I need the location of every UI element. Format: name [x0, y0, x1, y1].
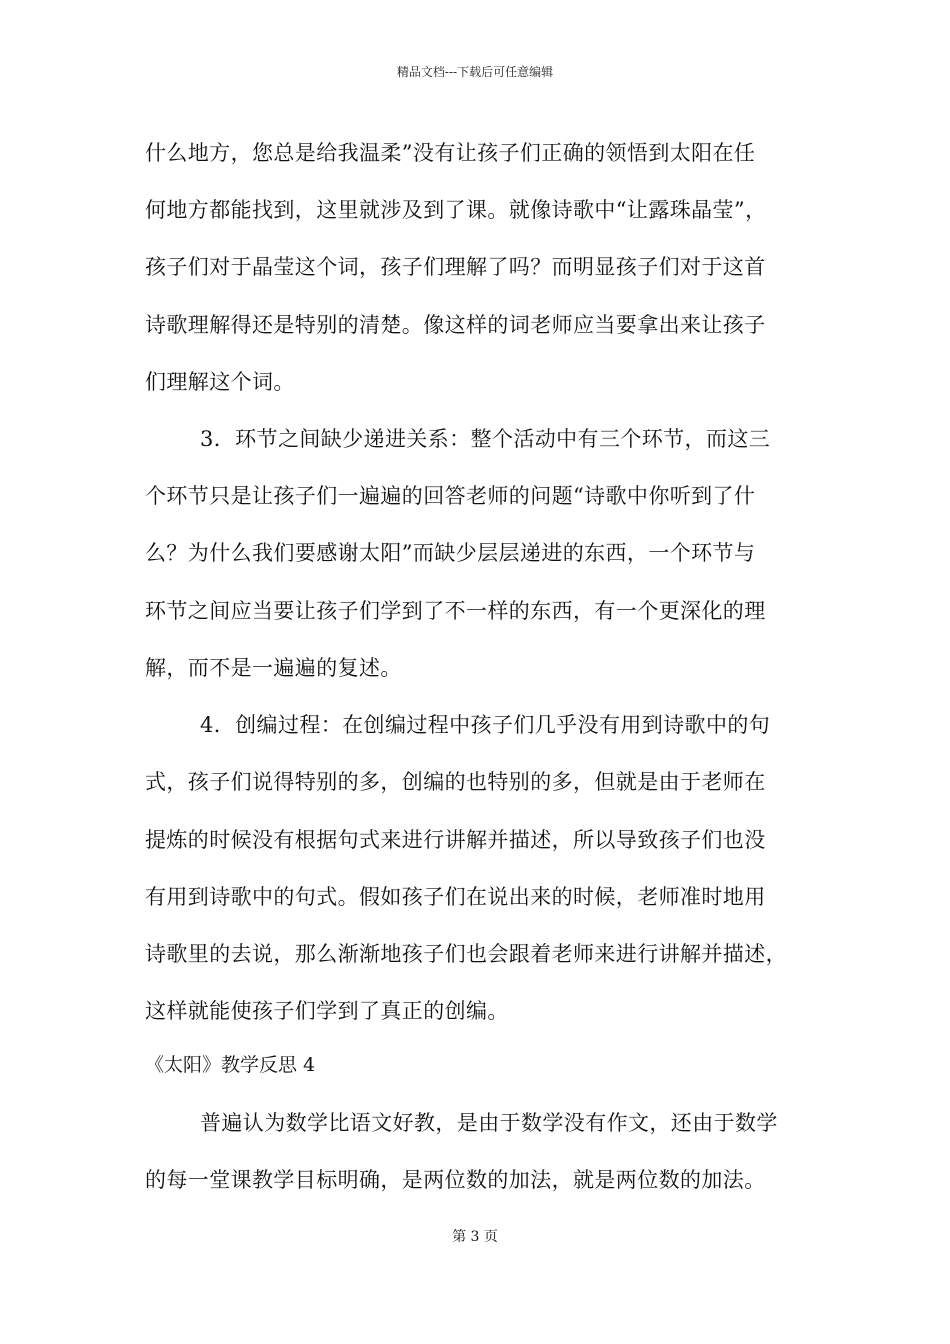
body-line: 解，而不是一遍遍的复述。 — [145, 656, 402, 680]
body-line: 何地方都能找到，这里就涉及到了课。就像诗歌中“让露珠晶莹”， — [145, 198, 767, 222]
body-line: 式，孩子们说得特别的多，创编的也特别的多，但就是由于老师在 — [145, 770, 766, 794]
page-header: 精品文档---下载后可任意编辑 — [396, 65, 554, 79]
body-line: 这样就能使孩子们学到了真正的创编。 — [145, 999, 509, 1023]
body-line: 4．创编过程：在创编过程中孩子们几乎没有用到诗歌中的句 — [200, 713, 771, 737]
body-line: 诗歌理解得还是特别的清楚。像这样的词老师应当要拿出来让孩子 — [145, 313, 766, 337]
body-line: 么？为什么我们要感谢太阳”而缺少层层递进的东西，一个环节与 — [145, 541, 756, 565]
body-line: 什么地方，您总是给我温柔”没有让孩子们正确的领悟到太阳在任 — [145, 141, 756, 165]
page-number: 第 3 页 — [452, 1229, 498, 1245]
body-line: 提炼的时候没有根据句式来进行讲解并描述，所以导致孩子们也没 — [145, 828, 766, 852]
body-line: 诗歌里的去说，那么渐渐地孩子们也会跟着老师来进行讲解并描述， — [145, 942, 787, 966]
body-line: 环节之间应当要让孩子们学到了不一样的东西，有一个更深化的理 — [145, 599, 766, 623]
body-line: 孩子们对于晶莹这个词，孩子们理解了吗？而明显孩子们对于这首 — [145, 255, 766, 279]
body-line: 的每一堂课教学目标明确，是两位数的加法，就是两位数的加法。 — [145, 1168, 766, 1192]
body-line: 个环节只是让孩子们一遍遍的回答老师的问题“诗歌中你听到了什 — [145, 484, 756, 508]
body-line: 普遍认为数学比语文好教，是由于数学没有作文，还由于数学 — [200, 1111, 778, 1135]
body-line: 们理解这个词。 — [145, 370, 295, 394]
body-line: 3．环节之间缺少递进关系：整个活动中有三个环节，而这三 — [200, 427, 771, 451]
section-title: 《太阳》教学反思 4 — [145, 1054, 316, 1076]
body-line: 有用到诗歌中的句式。假如孩子们在说出来的时候，老师准时地用 — [145, 885, 766, 909]
